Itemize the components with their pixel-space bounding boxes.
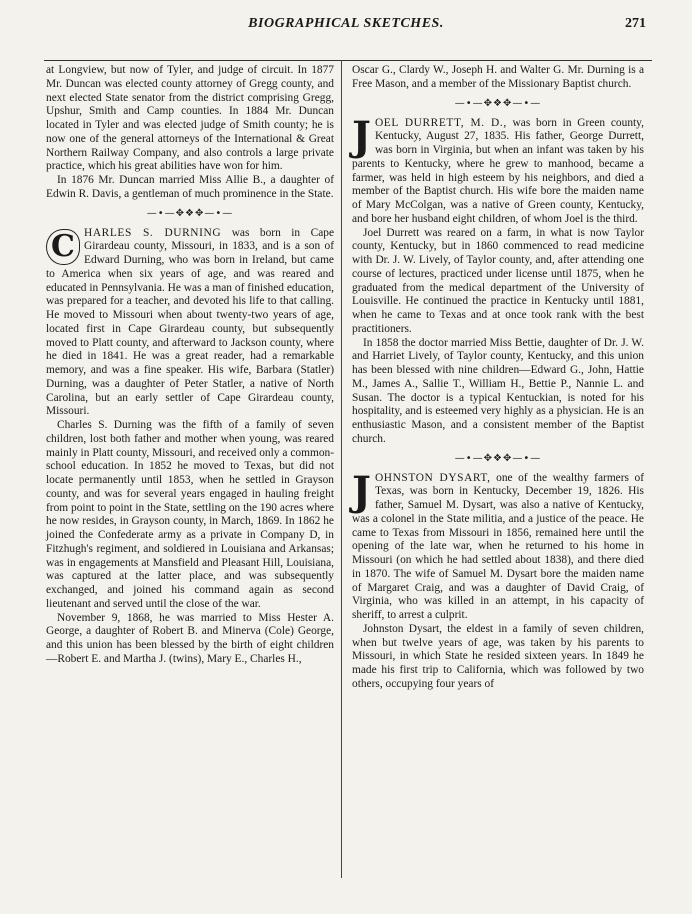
right-column (352, 64, 644, 692)
dysart-drop-cap: J (352, 467, 371, 515)
dysart-career-paragraph: Johnston Dysart, the eldest in a family of seven children, when but twelve years of age, was taken by his parents to Missouri, in which State he resided sixteen years. In 1849 he made his first trip to California, which was followed by two others, occupying four years of (352, 622, 644, 690)
durrett-name-lead: OEL DURRETT, M. D., (374, 116, 507, 129)
durning-name-lead: HARLES S. DURNING (84, 226, 222, 239)
durning-family-continuation: Oscar G., Clardy W., Joseph H. and Walter G. Mr. Durning is a Free Mason, and a member of the Missionary Baptist church. (352, 64, 644, 90)
duncan-continuation-paragraph: at Longview, but now of Tyler, and judge of circuit. In 1877 Mr. Duncan was elected county attorney of Gregg county, and next elected State senator from the district comprising Gregg, Upshur, Smith and Camp counties. In 1884 Mr. Duncan located in Tyler and was elected judge of Smith county; he is now one of the general attorneys of the International & Great Northern Railway Company, and also controls a large private practice, which his great abilities have won for him. (46, 64, 334, 173)
durrett-career-paragraph: Joel Durrett was reared on a farm, in what is now Taylor county, Kentucky, but in 1860 commenced to read medicine with Dr. J. W. Lively, of Taylor county, and, after attending one course of lectures, practiced under license until 1875, when he graduated from the medical department of the University of Louisville. He continued the practice in Kentucky until 1881, when he came to Texas and at once took rank with the best practitioners. (352, 226, 644, 335)
column-divider (341, 60, 342, 878)
durning-drop-cap: C (46, 229, 80, 265)
duncan-marriage-paragraph: In 1876 Mr. Duncan married Miss Allie B., a daughter of Edwin R. Davis, a gentleman of much prominence in the State. (46, 174, 334, 200)
durrett-marriage-paragraph: In 1858 the doctor married Miss Bettie, daughter of Dr. J. W. and Harriet Lively, of Taylor county, Kentucky, and this union has been blessed with nine children—Edward G., John, Hattie M., James A., Sallie T., William H., Bettie P., Nannie L. and Susan. The doctor is a typical Kentuckian, is noted for his hospitality, and is esteemed very highly as a physician. He is an enthusiastic Mason, and a consistent member of the Baptist church. (352, 336, 644, 445)
running-title: BIOGRAPHICAL SKETCHES. (248, 16, 444, 31)
header-rule (44, 60, 652, 61)
page-number: 271 (625, 16, 646, 31)
durning-intro-text: was born in Cape Girardeau county, Missouri, in 1833, and is a son of Edward Durning, who was born in Ireland, but came to America when six years of age, and was reared and educated in Pennsylvania. He was a man of finished education, was prepared for a teacher, and devoted his life to that calling. He moved to Missouri when about twenty-two years of age, located first in Cape Girardeau county, but subsequently moved to Platt county, and afterward to Jackson county, where he died in 1841. He was a great reader, had a remarkable memory, and was a fine speaker. His wife, Barbara (Statler) Durning, was a daughter of Peter Statler, a native of North Carolina, but an early settler of Cape Girardeau county, Missouri. (46, 226, 335, 418)
durning-career-paragraph: Charles S. Durning was the fifth of a family of seven children, lost both father and mother when young, was reared mainly in Platt county, Missouri, and received only a common-school education. In 1852 he moved to Texas, but did not locate permanently until 1853, when he settled in Grayson county, and was for several years engaged in hauling freight from point to point in the State, settling on the 190 acres where he now resides, in Grayson county, in March, 1869. In 1862 he joined the Confederate army as a private in Company D, in Fitzhugh's regiment, and soldiered in Louisiana and Arkansas; was in engagements at Mansfield and Pleasant Hill, Louisiana, was captured at the latter place, and was subsequently exchanged, and joined his command again as second lieutenant and served until the close of the war. (46, 419, 334, 610)
left-column (46, 64, 334, 667)
section-ornament: —•—✥❖✥—•— (146, 207, 234, 219)
dysart-intro-paragraph (352, 467, 644, 623)
durning-intro-paragraph (46, 227, 334, 420)
durrett-intro-paragraph (352, 112, 644, 227)
dysart-intro-text: one of the wealthy farmers of Texas, was born in Kentucky, December 19, 1826. His father, Samuel M. Dysart, was also a native of Kentucky, was a colonel in the State militia, and a justice of the peace. He came to Texas from Missouri in 1856, remained here until the opening of the late war, when he returned to his home in Missouri (on which he had settled about 1838), and there died in 1870. The wife of Samuel M. Dysart bore the maiden name of Margaret Craig, and was a daughter of David Craig, of Virginia, who was killed in an attempt, in his capacity of sheriff, to arrest a culprit. (352, 471, 644, 621)
section-ornament: —•—✥❖✥—•— (454, 452, 542, 464)
durning-marriage-paragraph: November 9, 1868, he was married to Miss Hester A. George, a daughter of Robert B. and Minerva (Cole) George, and this union has been blessed by the birth of eight children—Robert E. and Martha J. (twins), Mary E., Charles H., (46, 611, 334, 665)
section-ornament: —•—✥❖✥—•— (454, 97, 542, 109)
running-header (40, 16, 652, 40)
durrett-intro-text: was born in Green county, Kentucky, August 27, 1835. His father, George Durrett, was born in Virginia, but when an infant was taken by his parents to Kentucky, where he grew to manhood, became a farmer, was held in high esteem by his neighbors, and died a member of the Baptist church. His wife bore the maiden name of Mary McColgan, was a native of Green county, Kentucky, and bore her husband eight children, of whom Joel is the third. (352, 116, 644, 225)
durrett-drop-cap: J (352, 112, 371, 160)
dysart-name-lead: OHNSTON DYSART, (374, 471, 491, 484)
